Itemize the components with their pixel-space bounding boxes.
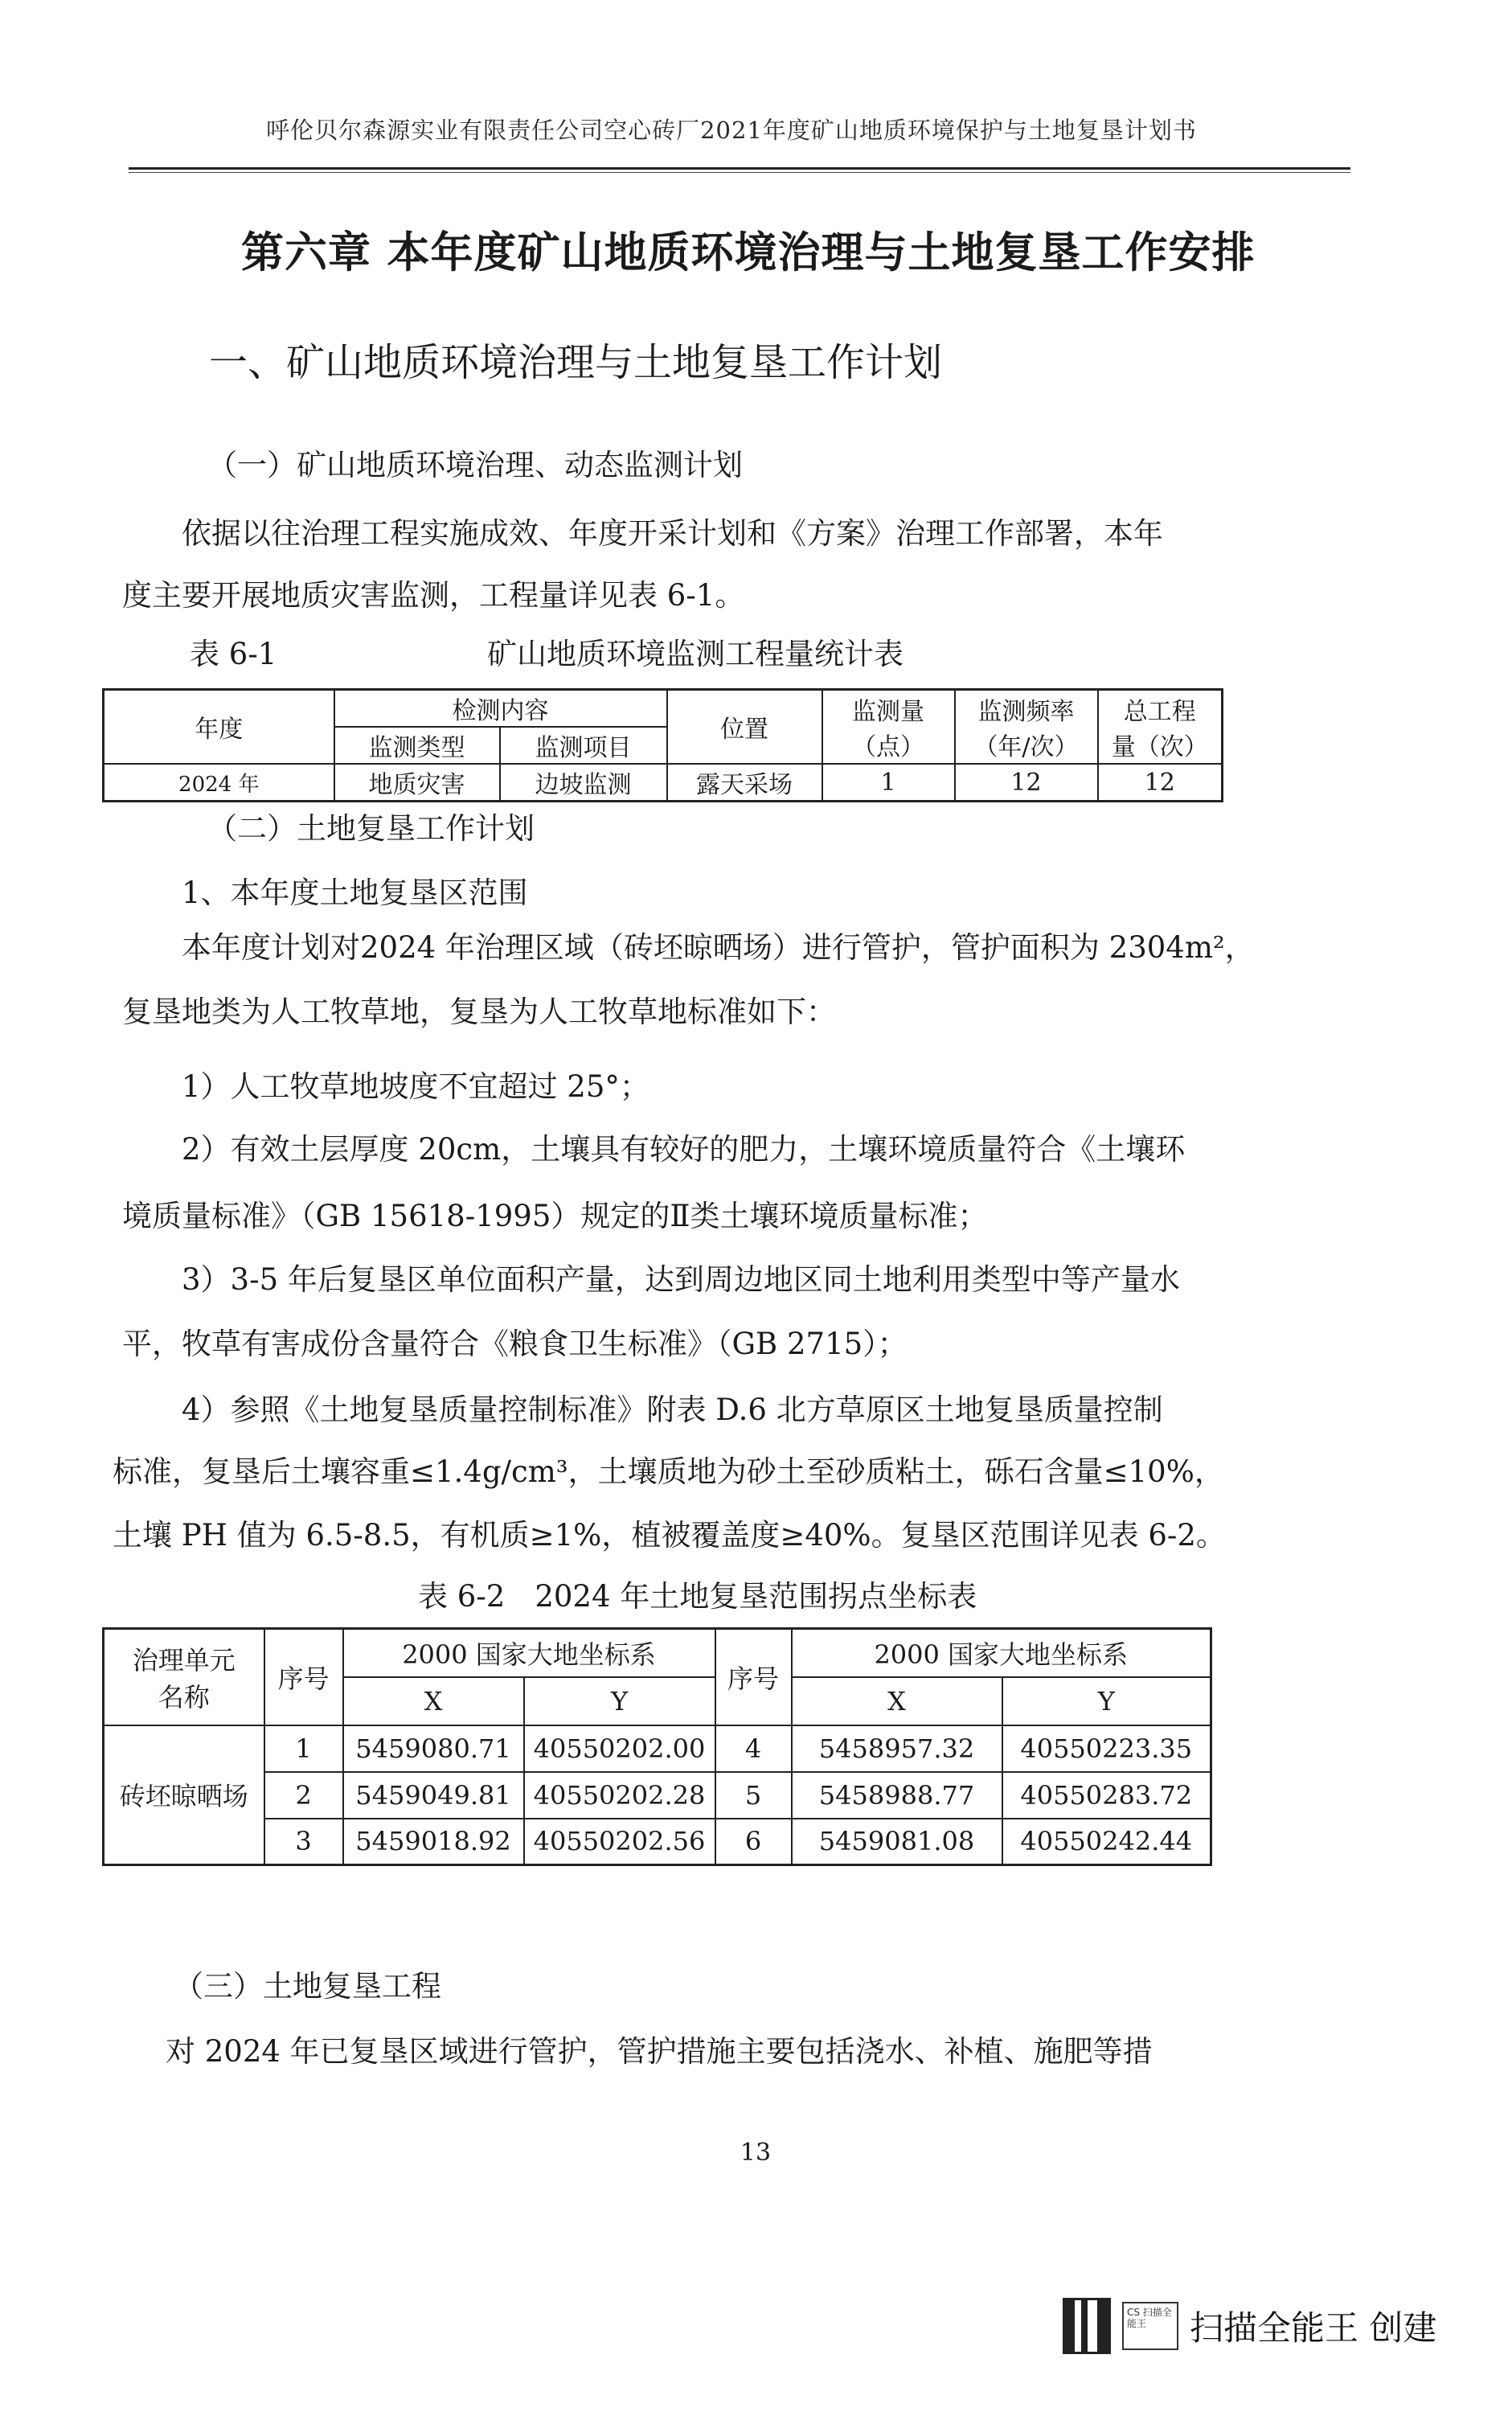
cell-seq: 2 <box>264 1772 343 1819</box>
table-2-title: 表 6-2 2024 年土地复垦范围拐点坐标表 <box>418 1579 977 1614</box>
header-seq-right: 序号 <box>715 1629 792 1725</box>
header-count <box>822 690 955 765</box>
qr-code-icon <box>1063 2298 1111 2354</box>
cell-x: 5459080.71 <box>343 1725 524 1772</box>
chapter-title: 第六章 本年度矿山地质环境治理与土地复垦工作安排 <box>241 228 1256 277</box>
table-row <box>104 1725 1211 1772</box>
cell-item: 边坡监测 <box>500 764 667 802</box>
header-total <box>1098 690 1223 765</box>
page-number: 13 <box>740 2139 772 2167</box>
header-type: 监测类型 <box>334 727 500 764</box>
paragraph-1-line-2: 度主要开展地质灾害监测，工程量详见表 6-1。 <box>122 578 745 613</box>
cell-count: 1 <box>822 764 955 802</box>
standard-item-4-line-1: 4）参照《土地复垦质量控制标准》附表 D.6 北方草原区土地复垦质量控制 <box>182 1393 1163 1427</box>
standard-item-1: 1）人工牧草地坡度不宜超过 25°； <box>182 1069 649 1104</box>
standard-item-3-line-2: 平，牧草有害成份含量符合《粮食卫生标准》（GB 2715）； <box>122 1327 908 1361</box>
cell-y: 40550202.56 <box>524 1819 715 1865</box>
paragraph-1-line-1: 依据以往治理工程实施成效、年度开采计划和《方案》治理工作部署，本年 <box>182 516 1163 551</box>
cell-y: 40550242.44 <box>1002 1819 1211 1865</box>
cell-year: 2024 年 <box>104 764 334 802</box>
cell-unit-name: 砖坯晾晒场 <box>104 1725 264 1865</box>
cell-location: 露天采场 <box>667 764 822 802</box>
standard-item-2-line-1: 2）有效土层厚度 20cm，土壤具有较好的肥力，土壤环境质量符合《土壤环 <box>182 1132 1186 1167</box>
header-seq-left: 序号 <box>264 1629 343 1725</box>
watermark-text: 扫描全能王 创建 <box>1190 2308 1437 2348</box>
subsection-title-1: （一）矿山地质环境治理、动态监测计划 <box>207 448 743 482</box>
cell-x: 5459081.08 <box>792 1819 1002 1865</box>
header-rule <box>129 167 1350 170</box>
subsection-title-2: （二）土地复垦工作计划 <box>207 811 535 846</box>
cell-seq: 4 <box>715 1725 792 1772</box>
header-x-right: X <box>792 1677 1002 1725</box>
cell-frequency: 12 <box>955 764 1098 802</box>
header-content: 检测内容 <box>334 690 667 728</box>
table-row <box>104 1772 1211 1819</box>
header-unit-line2: 名称 <box>158 1681 210 1713</box>
subsection-title-3: （三）土地复垦工程 <box>174 1969 441 2004</box>
header-unit-line1: 治理单元 <box>132 1644 236 1676</box>
cell-y: 40550283.72 <box>1002 1772 1211 1819</box>
header-x-left: X <box>343 1677 524 1725</box>
header-rule-thin <box>129 172 1350 173</box>
cell-total: 12 <box>1098 764 1223 802</box>
header-crs-left: 2000 国家大地坐标系 <box>343 1629 715 1677</box>
cell-y: 40550202.28 <box>524 1772 715 1819</box>
header-frequency-line2: （年/次） <box>973 733 1079 761</box>
watermark-badge: CS 扫描全能王 <box>1122 2302 1178 2350</box>
cell-seq: 3 <box>264 1819 343 1865</box>
subsection-item-1: 1、本年度土地复垦区范围 <box>182 876 528 910</box>
header-total-line1: 总工程 <box>1123 698 1196 726</box>
header-unit <box>104 1629 264 1725</box>
standard-item-2-line-2: 境质量标准》（GB 15618-1995）规定的Ⅱ类土壤环境质量标准； <box>122 1199 988 1233</box>
standard-item-4-line-2: 标准，复垦后土壤容重≤1.4g/cm³，土壤质地为砂土至砂质粘土，砾石含量≤10%， <box>113 1454 1224 1489</box>
paragraph-3-line-1: 对 2024 年已复垦区域进行管护，管护措施主要包括浇水、补植、施肥等措 <box>166 2034 1153 2069</box>
header-year: 年度 <box>104 690 334 765</box>
header-frequency <box>955 690 1098 765</box>
header-location: 位置 <box>667 690 822 765</box>
header-item: 监测项目 <box>500 727 667 764</box>
table-1-title: 矿山地质环境监测工程量统计表 <box>487 637 904 671</box>
cell-x: 5458957.32 <box>792 1725 1002 1772</box>
header-y-right: Y <box>1002 1677 1211 1725</box>
monitoring-table <box>102 688 1223 802</box>
scanner-watermark <box>1063 2298 1436 2354</box>
table-1-number: 表 6-1 <box>190 637 277 671</box>
cell-seq: 5 <box>715 1772 792 1819</box>
cell-seq: 1 <box>264 1725 343 1772</box>
cell-type: 地质灾害 <box>334 764 500 802</box>
section-title: 一、矿山地质环境治理与土地复垦工作计划 <box>209 340 943 385</box>
running-header: 呼伦贝尔森源实业有限责任公司空心砖厂2021年度矿山地质环境保护与土地复垦计划书 <box>266 117 1197 144</box>
paragraph-2-line-1: 本年度计划对2024 年治理区域（砖坯晾晒场）进行管护，管护面积为 2304m²， <box>182 930 1255 965</box>
cell-y: 40550202.00 <box>524 1725 715 1772</box>
standard-item-3-line-1: 3）3-5 年后复垦区单位面积产量，达到周边地区同土地利用类型中等产量水 <box>182 1262 1180 1297</box>
header-crs-right: 2000 国家大地坐标系 <box>792 1629 1211 1677</box>
coordinates-table <box>102 1627 1212 1866</box>
header-count-line2: （点） <box>852 733 924 761</box>
header-count-line1: 监测量 <box>852 698 924 726</box>
header-y-left: Y <box>524 1677 715 1725</box>
cell-x: 5459018.92 <box>343 1819 524 1865</box>
cell-y: 40550223.35 <box>1002 1725 1211 1772</box>
paragraph-2-line-2: 复垦地类为人工牧草地，复垦为人工牧草地标准如下： <box>122 995 836 1029</box>
table-row <box>104 1819 1211 1865</box>
cell-x: 5458988.77 <box>792 1772 1002 1819</box>
header-frequency-line1: 监测频率 <box>977 698 1075 726</box>
header-total-line2: 量（次） <box>1111 733 1208 761</box>
standard-item-4-line-3: 土壤 PH 值为 6.5-8.5，有机质≥1%，植被覆盖度≥40%。复垦区范围详见表 6-2。 <box>113 1518 1226 1553</box>
cell-x: 5459049.81 <box>343 1772 524 1819</box>
cell-seq: 6 <box>715 1819 792 1865</box>
